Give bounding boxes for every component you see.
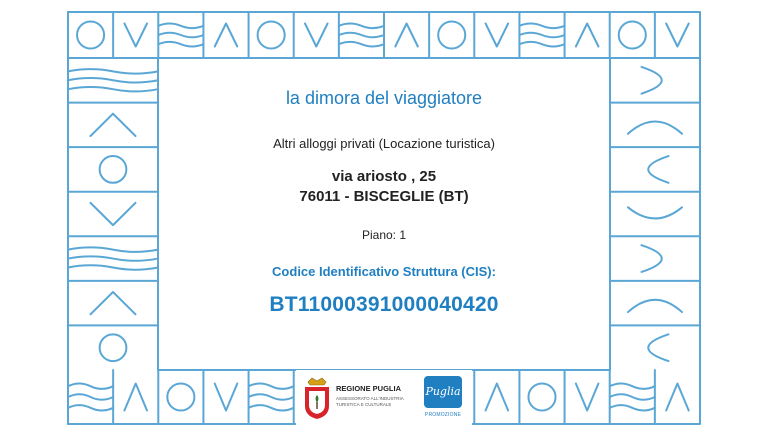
floor-info: Piano: 1: [361, 228, 407, 242]
puglia-logo-mark: Puglia: [424, 376, 462, 408]
region-name: REGIONE PUGLIA: [336, 384, 402, 393]
address-city: 76011 - BISCEGLIE (BT): [299, 188, 469, 205]
structure-name: la dimora del viaggiatore: [285, 88, 483, 108]
regione-puglia-crest-icon: [302, 376, 332, 420]
cis-label: Codice Identificativo Struttura (CIS):: [272, 264, 496, 279]
puglia-promozione-logo: [420, 374, 466, 424]
puglia-caption: PROMOZIONE: [424, 412, 462, 418]
region-department: ASSESSORATO ALL'INDUSTRIA TURISTICA E CULTURALE: [336, 396, 404, 407]
cis-code: BT11000391000040420: [269, 293, 499, 316]
info-panel: [158, 58, 610, 370]
address-street: via ariosto , 25: [331, 168, 437, 185]
structure-category: Altri alloggi privati (Locazione turistica): [273, 136, 495, 151]
sponsor-logos: [296, 370, 472, 428]
